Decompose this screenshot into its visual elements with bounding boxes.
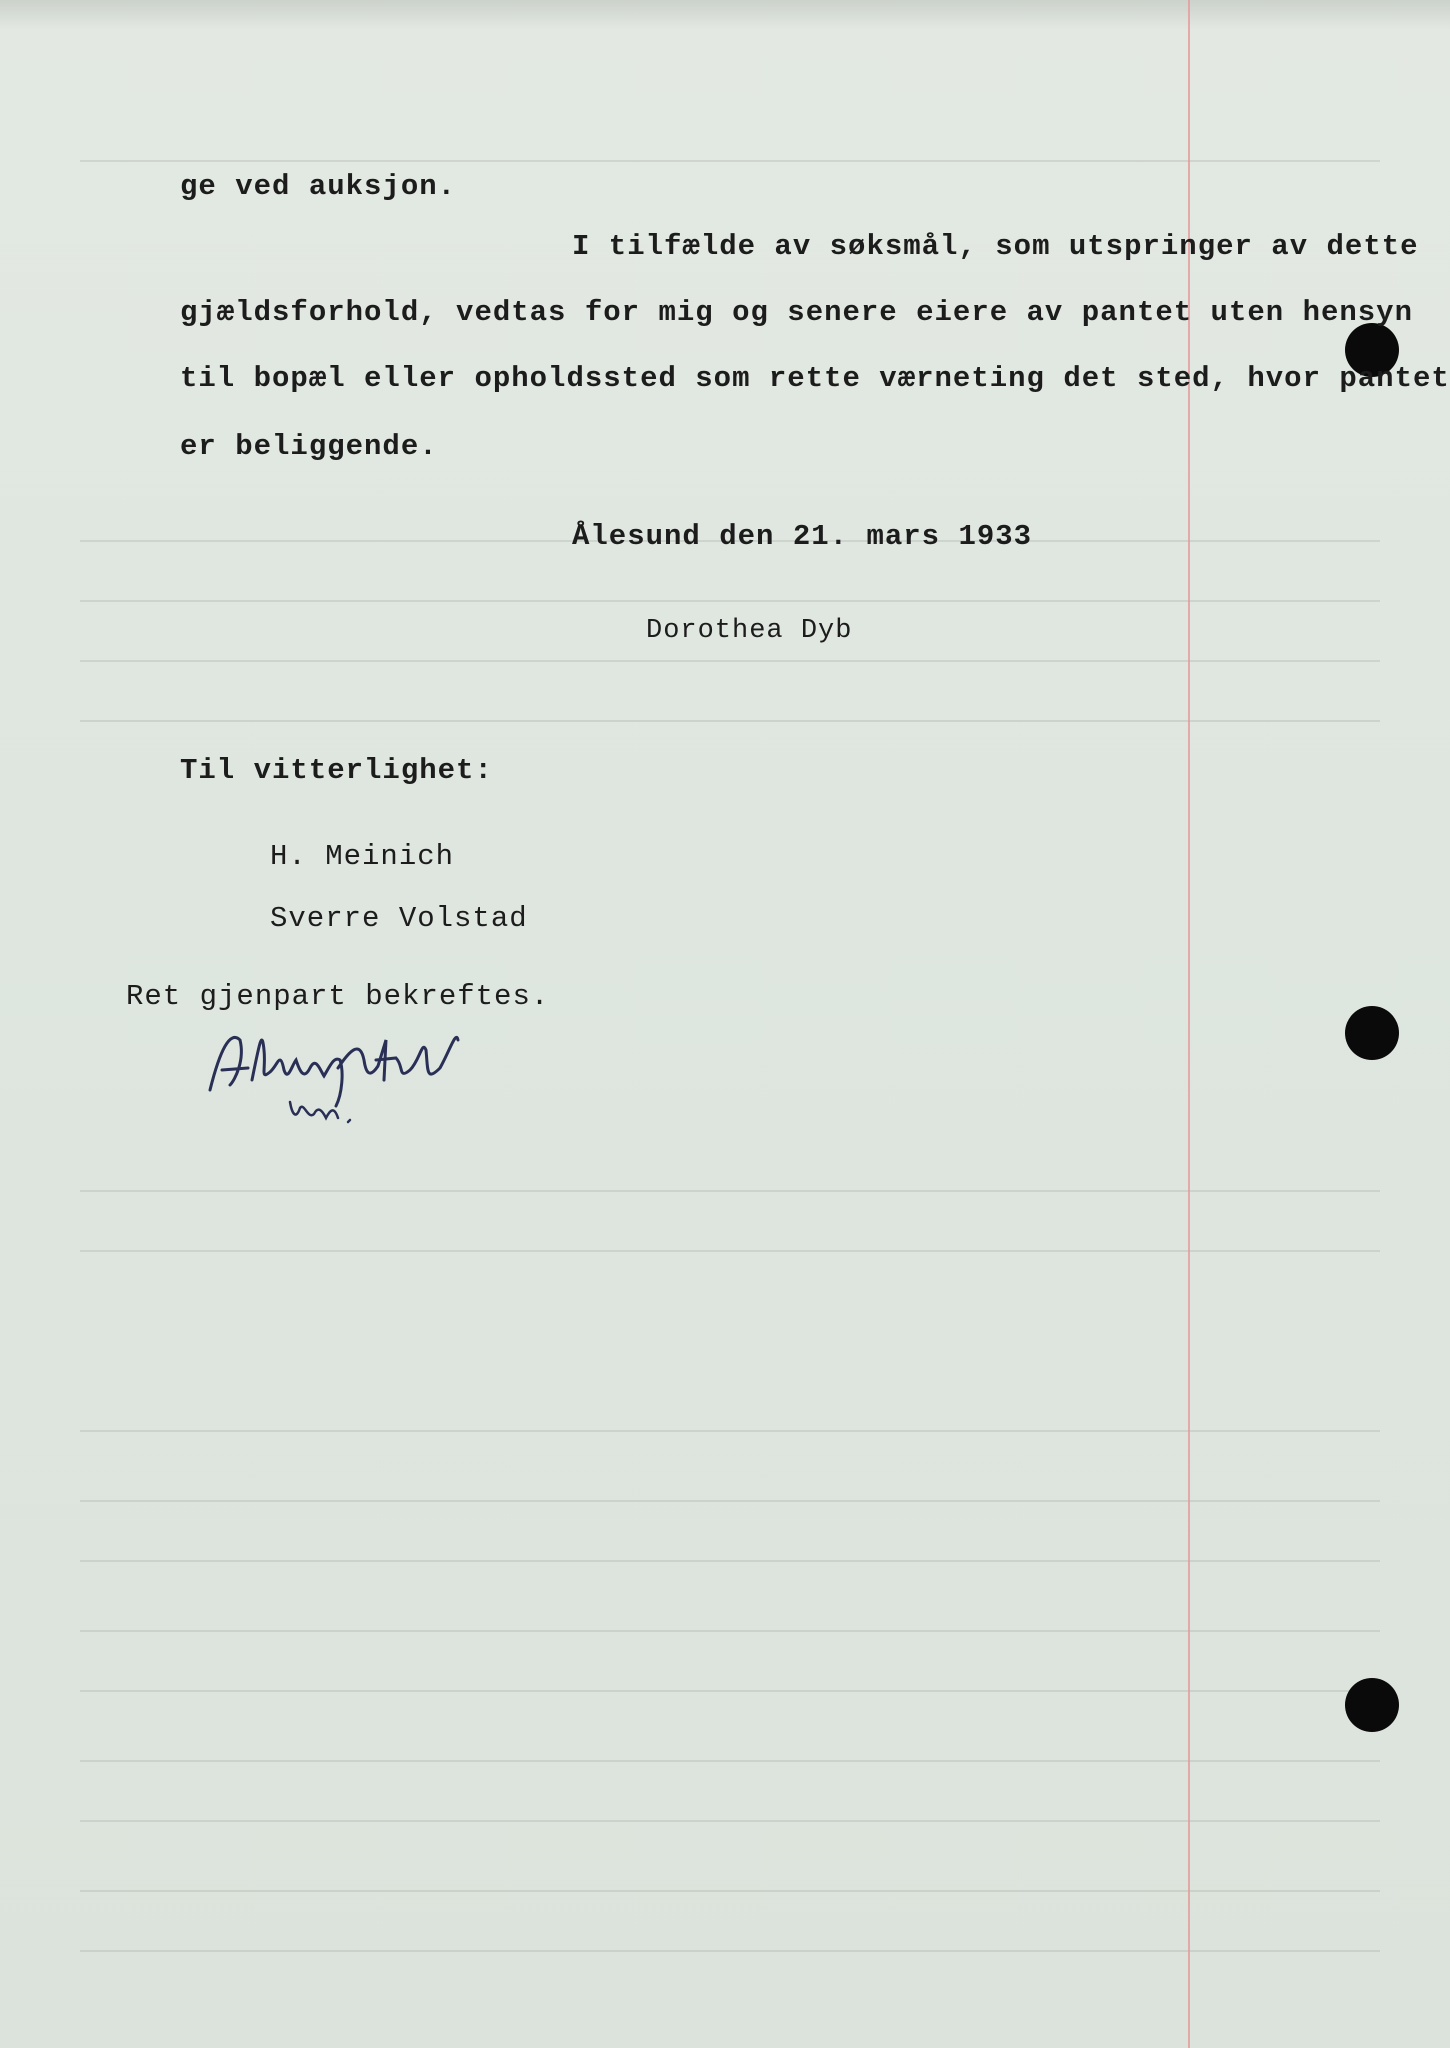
bleed-line — [80, 1760, 1380, 1762]
scan-edge — [0, 0, 1450, 30]
bleed-line — [80, 1190, 1380, 1192]
body-line-1: ge ved auksjon. — [180, 170, 457, 203]
bleed-line — [80, 1890, 1380, 1892]
place-date: Ålesund den 21. mars 1933 — [572, 520, 1033, 553]
body-line-3: gjældsforhold, vedtas for mig og senere eiere av pantet uten hensyn — [180, 296, 1413, 329]
body-line-2: I tilfælde av søksmål, som utspringer av dette — [572, 230, 1419, 263]
bleed-line — [80, 1500, 1380, 1502]
bleed-line — [80, 1630, 1380, 1632]
punch-hole — [1345, 1006, 1399, 1060]
bleed-line — [80, 160, 1380, 162]
witness-heading: Til vitterlighet: — [180, 754, 493, 787]
bleed-line — [80, 1820, 1380, 1822]
punch-hole — [1345, 1678, 1399, 1732]
witness-2: Sverre Volstad — [270, 902, 528, 935]
body-line-5: er beliggende. — [180, 430, 438, 463]
bleed-line — [80, 1250, 1380, 1252]
witness-1: H. Meinich — [270, 840, 455, 873]
bleed-line — [80, 1560, 1380, 1562]
bleed-line — [80, 600, 1380, 602]
bleed-line — [80, 1950, 1380, 1952]
signer-name: Dorothea Dyb — [646, 616, 853, 646]
bleed-line — [80, 660, 1380, 662]
body-line-4: til bopæl eller opholdssted som rette værneting det sted, hvor pantet — [180, 362, 1450, 395]
handwritten-signature — [200, 1010, 500, 1130]
bleed-line — [80, 1690, 1380, 1692]
bleed-line — [80, 1430, 1380, 1432]
certification-line: Ret gjenpart bekreftes. — [126, 980, 550, 1013]
bleed-line — [80, 720, 1380, 722]
